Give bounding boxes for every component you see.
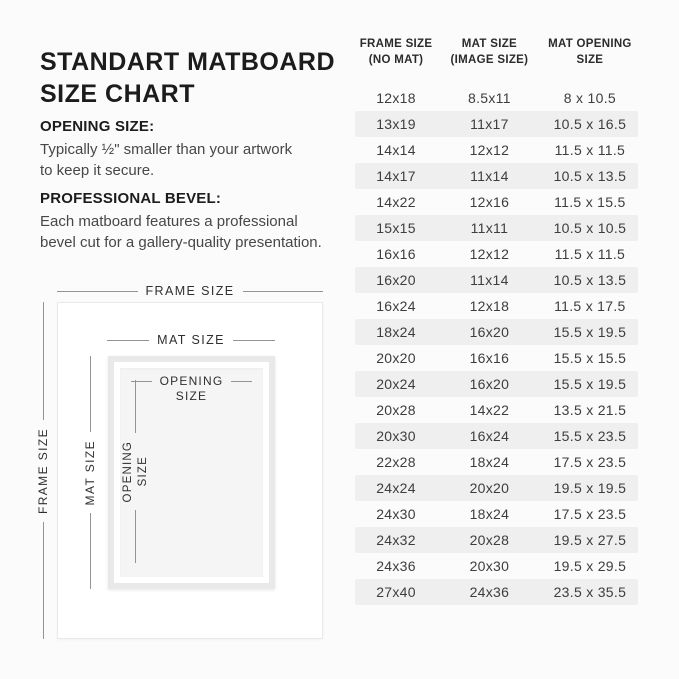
- dimension-line: [231, 381, 252, 382]
- table-row: [355, 449, 638, 475]
- table-cell-mat-size: 16x24: [469, 428, 510, 444]
- table-cell-mat-opening: 10.5 x 13.5: [553, 168, 627, 184]
- table-row: [355, 371, 638, 397]
- table-cell-mat-opening: 15.5 x 15.5: [553, 350, 627, 366]
- table-body: [355, 85, 638, 605]
- table-cell-mat-size: 20x28: [469, 532, 510, 548]
- table-cell-frame-size: 14x14: [376, 142, 416, 158]
- opening-size-section: [40, 118, 292, 181]
- table-cell-mat-size: 12x12: [469, 142, 510, 158]
- dimension-line: [135, 380, 136, 433]
- table-row: [355, 423, 638, 449]
- column-header-mat-size-line1: MAT SIZE: [461, 38, 518, 50]
- frame-size-dimension-left: [36, 302, 50, 639]
- professional-bevel-heading: PROFESSIONAL BEVEL:: [40, 190, 222, 207]
- column-header-frame-size: [355, 36, 437, 68]
- opening-size-label-top-line1: OPENING: [159, 374, 224, 388]
- table-cell-mat-opening: 11.5 x 11.5: [554, 142, 626, 158]
- dimension-line: [90, 513, 91, 589]
- table-cell-mat-opening: 19.5 x 19.5: [553, 480, 627, 496]
- opening-size-label-top-line2: SIZE: [175, 389, 208, 403]
- table-cell-frame-size: 20x28: [376, 402, 416, 418]
- column-header-mat-size: [437, 36, 542, 68]
- table-cell-frame-size: 18x24: [376, 324, 416, 340]
- column-header-mat-opening-line2: SIZE: [576, 54, 604, 66]
- page-title-line2: SIZE CHART: [40, 79, 195, 108]
- table-cell-frame-size: 20x24: [376, 376, 416, 392]
- table-row: [355, 163, 638, 189]
- table-cell-mat-opening: 11.5 x 17.5: [554, 298, 626, 314]
- frame-size-dimension-top: [57, 284, 323, 298]
- table-row: [355, 345, 638, 371]
- table-row: [355, 579, 638, 605]
- mat-rect: [108, 356, 275, 589]
- page-title: [40, 46, 335, 110]
- table-row: [355, 85, 638, 111]
- table-cell-frame-size: 22x28: [376, 454, 416, 470]
- table-cell-mat-opening: 11.5 x 11.5: [554, 246, 626, 262]
- table-cell-mat-size: 12x12: [469, 246, 510, 262]
- frame-size-label-left: FRAME SIZE: [36, 427, 50, 514]
- dimension-line: [107, 340, 149, 341]
- table-row: [355, 241, 638, 267]
- table-cell-mat-opening: 15.5 x 19.5: [553, 376, 627, 392]
- table-cell-mat-opening: 19.5 x 29.5: [553, 558, 627, 574]
- table-cell-mat-opening: 15.5 x 23.5: [553, 428, 627, 444]
- table-cell-mat-opening: 10.5 x 10.5: [553, 220, 627, 236]
- table-cell-frame-size: 14x17: [376, 168, 416, 184]
- table-row: [355, 137, 638, 163]
- table-cell-frame-size: 24x36: [376, 558, 416, 574]
- table-cell-mat-opening: 11.5 x 15.5: [554, 194, 626, 210]
- mat-size-dimension-left: [83, 356, 97, 589]
- dimension-line: [135, 510, 136, 563]
- column-header-mat-size-line2: (IMAGE SIZE): [450, 54, 529, 66]
- table-cell-mat-opening: 23.5 x 35.5: [553, 584, 627, 600]
- table-cell-frame-size: 24x30: [376, 506, 416, 522]
- table-cell-frame-size: 13x19: [376, 116, 416, 132]
- dimension-line: [57, 291, 138, 292]
- table-cell-mat-size: 14x22: [469, 402, 510, 418]
- table-cell-mat-size: 18x24: [469, 506, 510, 522]
- table-cell-frame-size: 16x24: [376, 298, 416, 314]
- table-cell-mat-size: 16x20: [469, 324, 510, 340]
- table-cell-mat-opening: 15.5 x 19.5: [553, 324, 627, 340]
- column-header-frame-size-line1: FRAME SIZE: [359, 38, 433, 50]
- mat-size-label-top: MAT SIZE: [157, 333, 225, 347]
- frame-size-label-top: FRAME SIZE: [145, 284, 235, 298]
- table-row: [355, 475, 638, 501]
- table-cell-mat-opening: 10.5 x 13.5: [553, 272, 627, 288]
- table-cell-mat-opening: 17.5 x 23.5: [553, 454, 627, 470]
- dimension-line: [43, 302, 44, 420]
- column-header-mat-opening-line1: MAT OPENING: [548, 38, 632, 50]
- opening-size-label-top: [160, 374, 224, 404]
- mat-opening-area: [120, 368, 263, 577]
- opening-size-label-left-line2: SIZE: [136, 456, 149, 487]
- table-cell-mat-opening: 8 x 10.5: [563, 90, 616, 106]
- table-cell-mat-size: 12x18: [469, 298, 510, 314]
- table-row: [355, 319, 638, 345]
- dimension-line: [243, 291, 324, 292]
- table-cell-frame-size: 24x32: [376, 532, 416, 548]
- table-cell-mat-opening: 17.5 x 23.5: [553, 506, 627, 522]
- table-cell-frame-size: 15x15: [376, 220, 416, 236]
- table-row: [355, 397, 638, 423]
- table-cell-mat-size: 18x24: [469, 454, 510, 470]
- professional-bevel-description-line2: bevel cut for a gallery-quality presentation.: [40, 234, 322, 251]
- opening-size-label-left-line1: OPENING: [121, 440, 134, 503]
- frame-rect: [57, 302, 323, 639]
- table-cell-frame-size: 14x22: [376, 194, 416, 210]
- table-row: [355, 189, 638, 215]
- table-cell-mat-opening: 10.5 x 16.5: [553, 116, 627, 132]
- opening-size-description-line1: Typically ½" smaller than your artwork: [40, 141, 293, 158]
- column-header-mat-opening: [542, 36, 638, 68]
- table-cell-mat-size: 11x17: [470, 116, 509, 132]
- table-cell-mat-size: 20x20: [469, 480, 510, 496]
- mat-size-label-left: MAT SIZE: [83, 439, 97, 506]
- table-cell-frame-size: 20x30: [376, 428, 416, 444]
- column-header-frame-size-line2: (NO MAT): [368, 54, 424, 66]
- table-cell-mat-size: 12x16: [469, 194, 510, 210]
- table-header-row: [355, 36, 638, 68]
- page-title-line1: STANDART MATBOARD: [40, 47, 336, 76]
- table-row: [355, 267, 638, 293]
- table-row: [355, 501, 638, 527]
- opening-size-description: [40, 139, 292, 181]
- opening-size-label-left: [122, 441, 149, 502]
- opening-size-dimension-left: [122, 380, 148, 563]
- table-cell-mat-size: 20x30: [469, 558, 510, 574]
- professional-bevel-description-line1: Each matboard features a professional: [40, 213, 298, 230]
- table-cell-mat-opening: 19.5 x 27.5: [553, 532, 627, 548]
- table-cell-mat-size: 24x36: [469, 584, 510, 600]
- table-cell-frame-size: 24x24: [376, 480, 416, 496]
- size-table: [355, 36, 638, 605]
- mat-size-dimension-top: [107, 333, 275, 347]
- opening-size-dimension-top: [131, 374, 252, 404]
- table-cell-mat-opening: 13.5 x 21.5: [553, 402, 627, 418]
- opening-size-heading: OPENING SIZE:: [40, 118, 155, 135]
- table-cell-mat-size: 8.5x11: [468, 90, 511, 106]
- table-cell-mat-size: 16x20: [469, 376, 510, 392]
- table-cell-frame-size: 16x20: [376, 272, 416, 288]
- table-cell-frame-size: 27x40: [376, 584, 416, 600]
- table-cell-mat-size: 11x14: [470, 168, 509, 184]
- dimension-line: [43, 522, 44, 640]
- mat-bevel: [114, 362, 269, 583]
- dimension-line: [90, 356, 91, 432]
- dimension-line: [233, 340, 275, 341]
- table-cell-mat-size: 11x14: [470, 272, 509, 288]
- table-row: [355, 111, 638, 137]
- table-row: [355, 527, 638, 553]
- table-row: [355, 293, 638, 319]
- table-row: [355, 215, 638, 241]
- professional-bevel-description: [40, 211, 322, 253]
- table-cell-frame-size: 20x20: [376, 350, 416, 366]
- table-cell-mat-size: 11x11: [470, 220, 509, 236]
- table-row: [355, 553, 638, 579]
- table-cell-frame-size: 12x18: [376, 90, 416, 106]
- opening-size-description-line2: to keep it secure.: [40, 162, 155, 179]
- table-cell-frame-size: 16x16: [376, 246, 416, 262]
- professional-bevel-section: [40, 190, 322, 253]
- table-cell-mat-size: 16x16: [469, 350, 510, 366]
